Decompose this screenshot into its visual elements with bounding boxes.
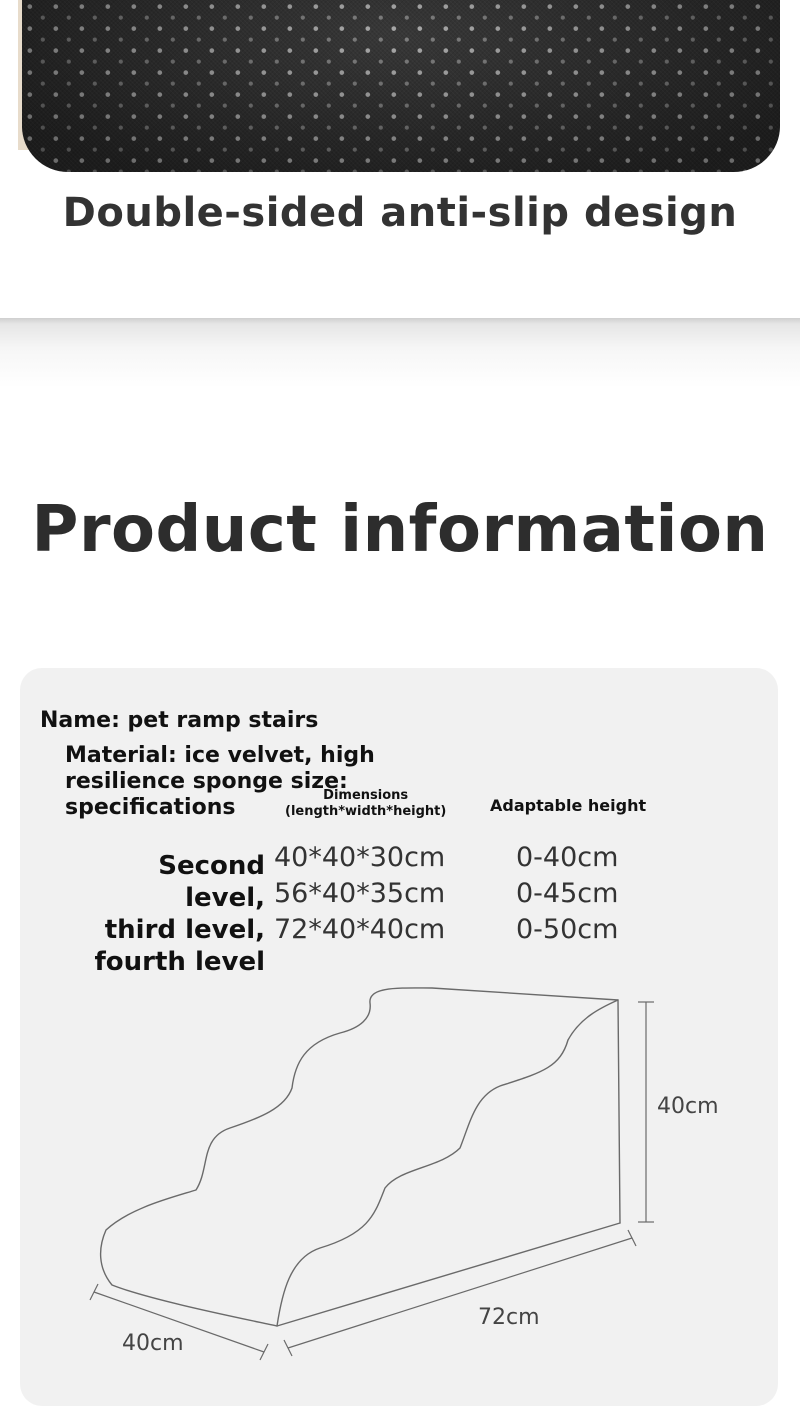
- ramp-front-face: [101, 988, 618, 1326]
- height-value: 0-45cm: [516, 878, 619, 909]
- level-label: fourth level: [94, 947, 265, 977]
- dimensions-label: Dimensions (length*width*height): [285, 788, 447, 819]
- anti-slip-fabric-image: [22, 0, 780, 172]
- height-dimension-label: 40cm: [657, 1094, 719, 1119]
- level-label: third level,: [104, 915, 265, 945]
- fabric-photo-section: [0, 0, 800, 185]
- section-divider: [0, 318, 800, 388]
- length-dimension-line: [288, 1238, 632, 1348]
- height-value: 0-40cm: [516, 842, 619, 873]
- length-dimension-label: 72cm: [478, 1305, 540, 1330]
- product-info-heading: Product information: [31, 493, 769, 567]
- level-label: Second level,: [158, 851, 265, 913]
- ramp-stairs-diagram: [20, 668, 778, 1406]
- dimension-value: 40*40*30cm: [274, 842, 446, 873]
- anti-slip-caption: Double-sided anti-slip design: [62, 190, 738, 236]
- dimension-value: 72*40*40cm: [274, 914, 446, 945]
- height-value: 0-50cm: [516, 914, 619, 945]
- adaptable-height-label: Adaptable height: [490, 796, 647, 815]
- width-dimension-label: 40cm: [122, 1331, 184, 1356]
- product-info-card: [20, 668, 778, 1406]
- material-line: Material: ice velvet, high resilience sponge size: specifications: [65, 743, 375, 820]
- name-line: Name: pet ramp stairs: [40, 708, 319, 733]
- dimension-value: 56*40*35cm: [274, 878, 446, 909]
